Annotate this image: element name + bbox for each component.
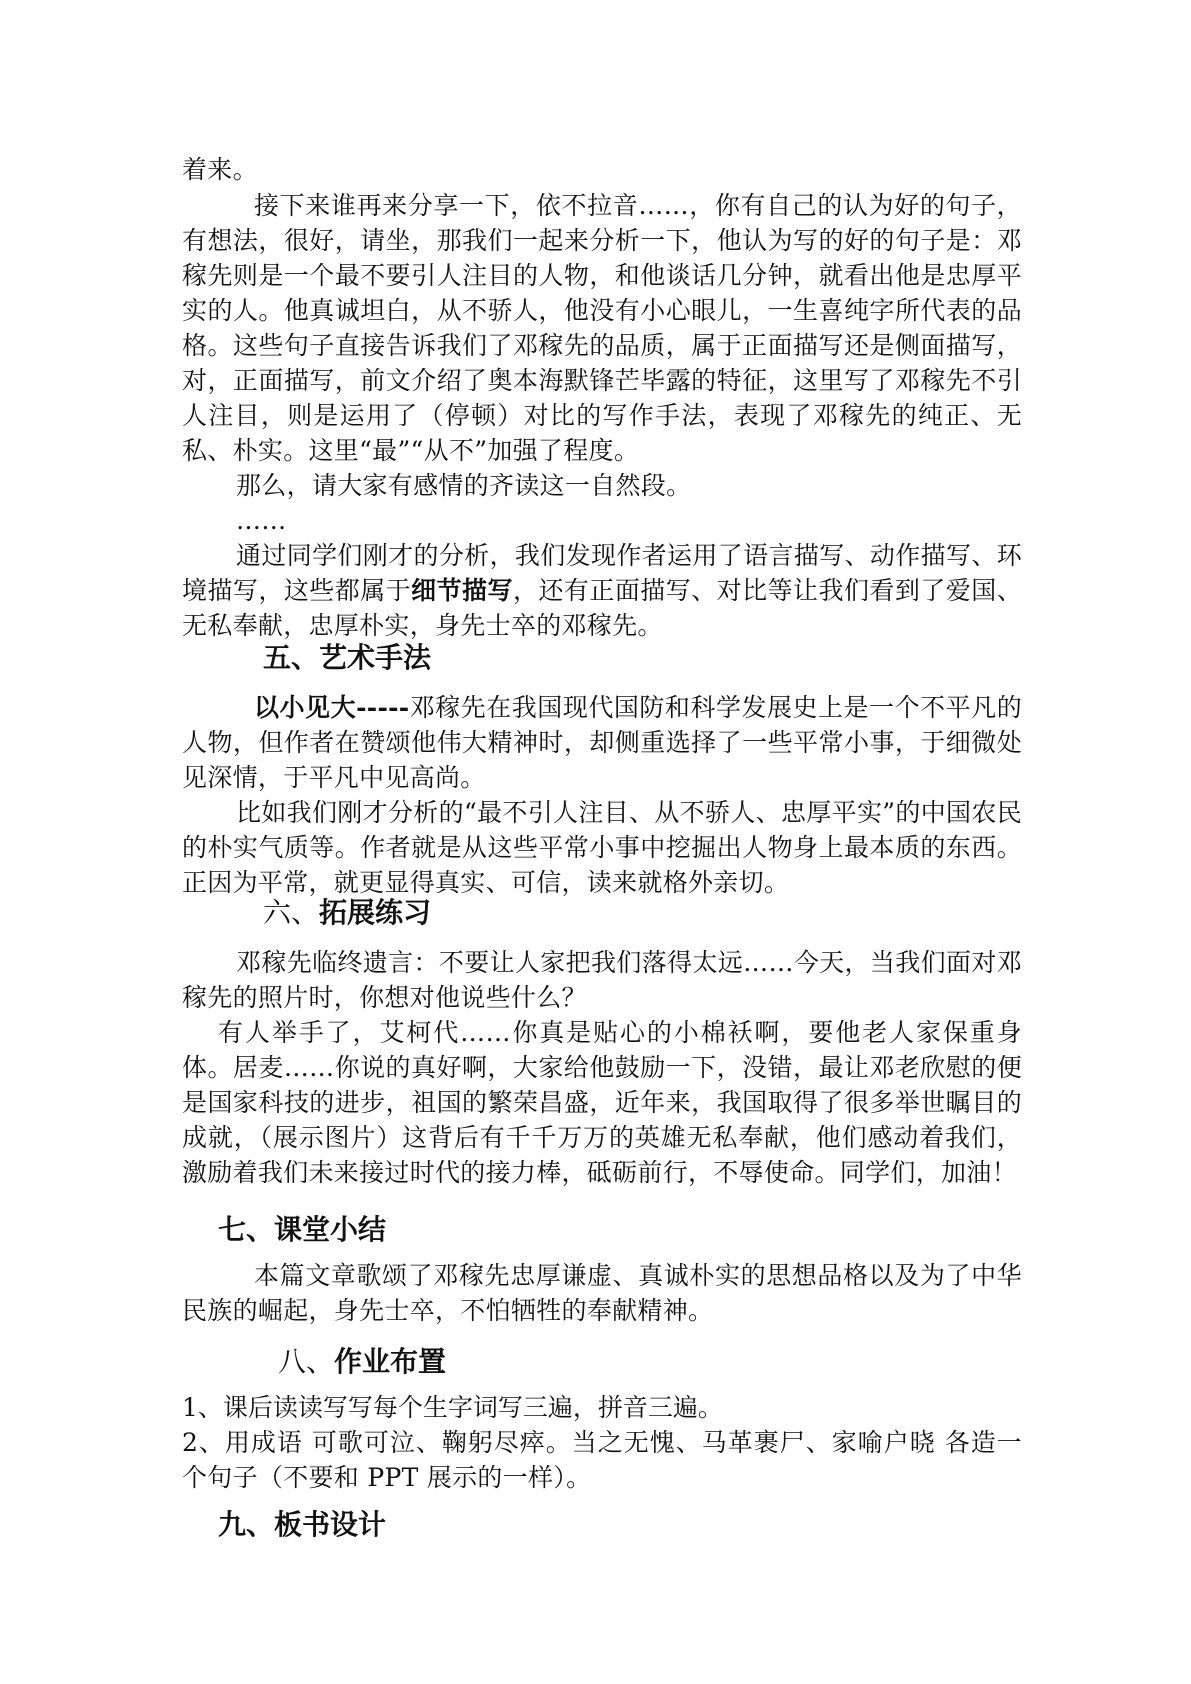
heading-homework [278,1342,446,1382]
summary-emphasis: 细节描写 [411,576,513,605]
paragraph-extension-1: 邓稼先临终遗言：不要让人家把我们落得太远……今天，当我们面对邓稼先的照片时，你想对他说些什么？ [182,948,1022,1012]
paragraph-art [182,690,1022,795]
heading-board-design: 九、板书设计 [218,1508,387,1541]
summary-text-c: ，还有正面描写、对比等让我们看到了爱国、无私奉献，忠厚朴实，身先士卒的邓稼先。 [182,576,1023,640]
paragraph-art-example: 比如我们刚才分析的“最不引人注目、从不骄人、忠厚平实”的中国农民的朴实气质等。作者就是从这些平常小事中挖掘出人物身上最本质的东西。正因为平常，就更显得真实、可信，读来就格外亲切。 [182,798,1022,897]
heading-class-summary: 七、课堂小结 [218,1213,387,1246]
paragraph-extension-2: 有人举手了，艾柯代……你真是贴心的小棉袄啊，要他老人家保重身体。居麦……你说的真好啊，大家给他鼓励一下，没错，最让邓老欣慰的便是国家科技的进步，祖国的繁荣昌盛，近年来，我国取得了很多举世瞩目的成就，（展示图片）这背后有千千万万的英雄无私奉献，他们感动着我们，激励着我们未来接过时代的接力棒，砥砺前行，不辱使命。同学们，加油！ [182,1018,1022,1187]
paragraph-share: 接下来谁再来分享一下，依不拉音……，你有自己的认为好的句子，有想法，很好，请坐，那我们一起来分析一下，他认为写的好的句子是：邓稼先则是一个最不要引人注目的人物，和他谈话几分钟，就看出他是忠厚平实的人。他真诚坦白，从不骄人，他没有小心眼儿，一生喜纯字所代表的品格。这些句子直接告诉我们了邓稼先的品质，属于正面描写还是侧面描写，对，正面描写，前文介绍了奥本海默锋芒毕露的特征，这里写了邓稼先不引人注目，则是运用了（停顿）对比的写作手法，表现了邓稼先的纯正、无私、朴实。这里“最”“从不”加强了程度。 [182,191,1022,465]
heading-title: 拓展练习 [319,896,432,929]
heading-extension [263,893,431,933]
paragraph-continuation: 着来。 [182,155,258,184]
heading-title: 艺术手法 [319,641,432,674]
heading-number: 八、 [278,1345,335,1378]
paragraph-ellipsis: …… [236,506,287,535]
paragraph-read-aloud: 那么，请大家有感情的齐读这一自然段。 [236,471,692,500]
paragraph-class-summary: 本篇文章歌颂了邓稼先忠厚谦虚、真诚朴实的思想品格以及为了中华民族的崛起，身先士卒，不怕牺牲的奉献精神。 [182,1261,1022,1325]
heading-number: 五、 [263,641,320,674]
heading-number: 六、 [263,896,320,929]
heading-art-techniques [263,638,431,678]
summary-text-a: 通过同学们刚才的分析，我们发现作者运用了语言描写、动作描写、环境描写，这些都属于 [182,541,1022,605]
heading-title: 作业布置 [334,1345,447,1378]
art-keyword: 以小见大----- [254,693,410,722]
paragraph-summary [182,538,1022,643]
art-text: 邓稼先在我国现代国防和科学发展史上是一个不平凡的人物，但作者在赞颂他伟大精神时，却侧重选择了一些平常小事，于细微处见深情，于平凡中见高尚。 [182,693,1022,792]
homework-item-2: 2、用成语 可歌可泣、鞠躬尽瘁。当之无愧、马革裹尸、家喻户晓 各造一个句子（不要和 PPT 展示的一样）。 [182,1428,1022,1492]
homework-item-1: 1、课后读读写写每个生字词写三遍，拼音三遍。 [182,1393,723,1422]
